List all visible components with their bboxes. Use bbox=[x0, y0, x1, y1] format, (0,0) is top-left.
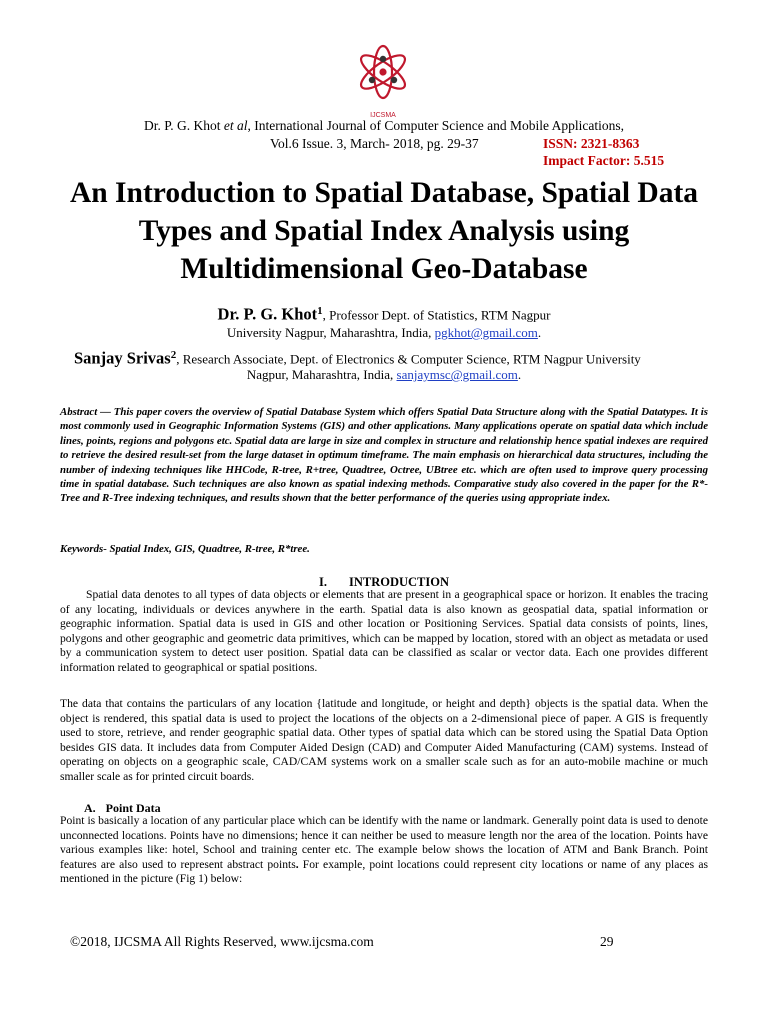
subsection-heading-point-data: A. Point Data bbox=[84, 801, 161, 815]
author-2-affiliation: Nagpur, Maharashtra, India, sanjaymsc@gmail.com. bbox=[246, 367, 522, 382]
point-data-paragraph: Point is basically a location of any particular place which can be identify with the name or landmark. Generally point data is used to denote unconnected locations. Points have no dimensions; hence it can neither be used to measure length nor the area of the location. Points have various examples like: hotel, School and training center etc. The example below shows the location of ATM and Bank Branch. Point features are also used to represent abstract points. For example, point locations could represent city locations or name of any places as mentioned in the picture (Fig 1) below: bbox=[60, 814, 708, 886]
journal-citation: Dr. P. G. Khot et al, International Journal of Computer Science and Mobile Applications, bbox=[144, 118, 624, 133]
impact-factor: Impact Factor: 5.515 bbox=[543, 153, 665, 168]
author-1: Dr. P. G. Khot$^1$, Professor Dept. of Statistics, RTM Nagpur bbox=[217, 304, 551, 324]
journal-volume: Vol.6 Issue. 3, March- 2018, pg. 29-37 bbox=[270, 136, 479, 151]
paper-title: An Introduction to Spatial Database, Spatial Data Types and Spatial Index Analysis using Multidimensional Geo-Database bbox=[69, 177, 699, 285]
author-2-email[interactable]: sanjaymsc@gmail.com bbox=[396, 367, 518, 382]
author-1-email[interactable]: pgkhot@gmail.com bbox=[434, 325, 538, 340]
section-heading-introduction: I. INTRODUCTION bbox=[318, 575, 449, 589]
intro-paragraph-2: The data that contains the particulars of any location {latitude and longitude, or height and depth} objects is the spatial data. When the object is rendered, this spatial data is used to project the locations of the objects on a 2-dimensional piece of paper. A GIS is frequently used to store, retrieve, and render geographic spatial data. Other types of spatial data which can be stored using the Spatial Data Option besides GIS data. It includes data from Computer Aided Design (CAD) and Computer Aided Manufacturing (CAM) systems. Instead of operating on objects on a geographic scale, CAD/CAM systems work on a smaller scale such as for an auto-mobile machine or much smaller scale as for printed circuit boards. bbox=[60, 697, 708, 783]
intro-paragraph-1: Spatial data denotes to all types of data objects or elements that are present in a geographical space or horizon. It enables the tracing of any locating, individuals or devices anywhere in the earth. Spatial data is also known as geospatial data, spatial information or geographic information. Spatial data is used in GIS and other location or Positioning Services. Spatial data consists of points, lines, polygons and other geographic and geometric data primitives, which can be mapped by location, stored with an object as metadata or used by a communication system to detect user position. Spatial data can be classified as scalar or vector data. Each one provides different information related to geographical or spatial positions. bbox=[60, 588, 708, 674]
logo-text: IJCSMA bbox=[370, 112, 396, 119]
page-number: 29 bbox=[600, 934, 614, 949]
keywords: Keywords- Spatial Index, GIS, Quadtree, R-tree, R*tree. bbox=[60, 543, 310, 555]
abstract: Abstract — This paper covers the overview of Spatial Database System which offers Spatial Data Structure along with the Spatial Datatypes. It is most commonly used in Geographic Information Systems (GIS) and other applications. Many applications operate on spatial data which include lines, points, regions and polygons etc. Spatial data are large in size and complex in structure and relationship hence spatial indexes are required to retrieve the desired result-set from the large dataset in optimum timeframe. The main emphasis on hierarchical data structures, including the number of indexing techniques like HHCode, R-tree, R+tree, Quadtree, Octree, UBtree etc. which are often used to improve query processing time in spatial database. Such techniques are also known as spatial indexing methods. Comparative study also covered in the paper for the R*-Tree and R-Tree indexing techniques, and results shown that the better performance of the queries using appropriate index. bbox=[60, 406, 708, 505]
footer-copyright: ©2018, IJCSMA All Rights Reserved, www.ijcsma.com bbox=[70, 934, 374, 949]
issn: ISSN: 2321-8363 bbox=[543, 136, 640, 151]
ijcsma-logo bbox=[350, 40, 416, 120]
author-2: Sanjay Srivas$^2$, Research Associate, Dept. of Electronics & Computer Science, RTM Nagpur University bbox=[74, 348, 641, 368]
author-1-affiliation: University Nagpur, Maharashtra, India, pgkhot@gmail.com. bbox=[226, 325, 542, 340]
